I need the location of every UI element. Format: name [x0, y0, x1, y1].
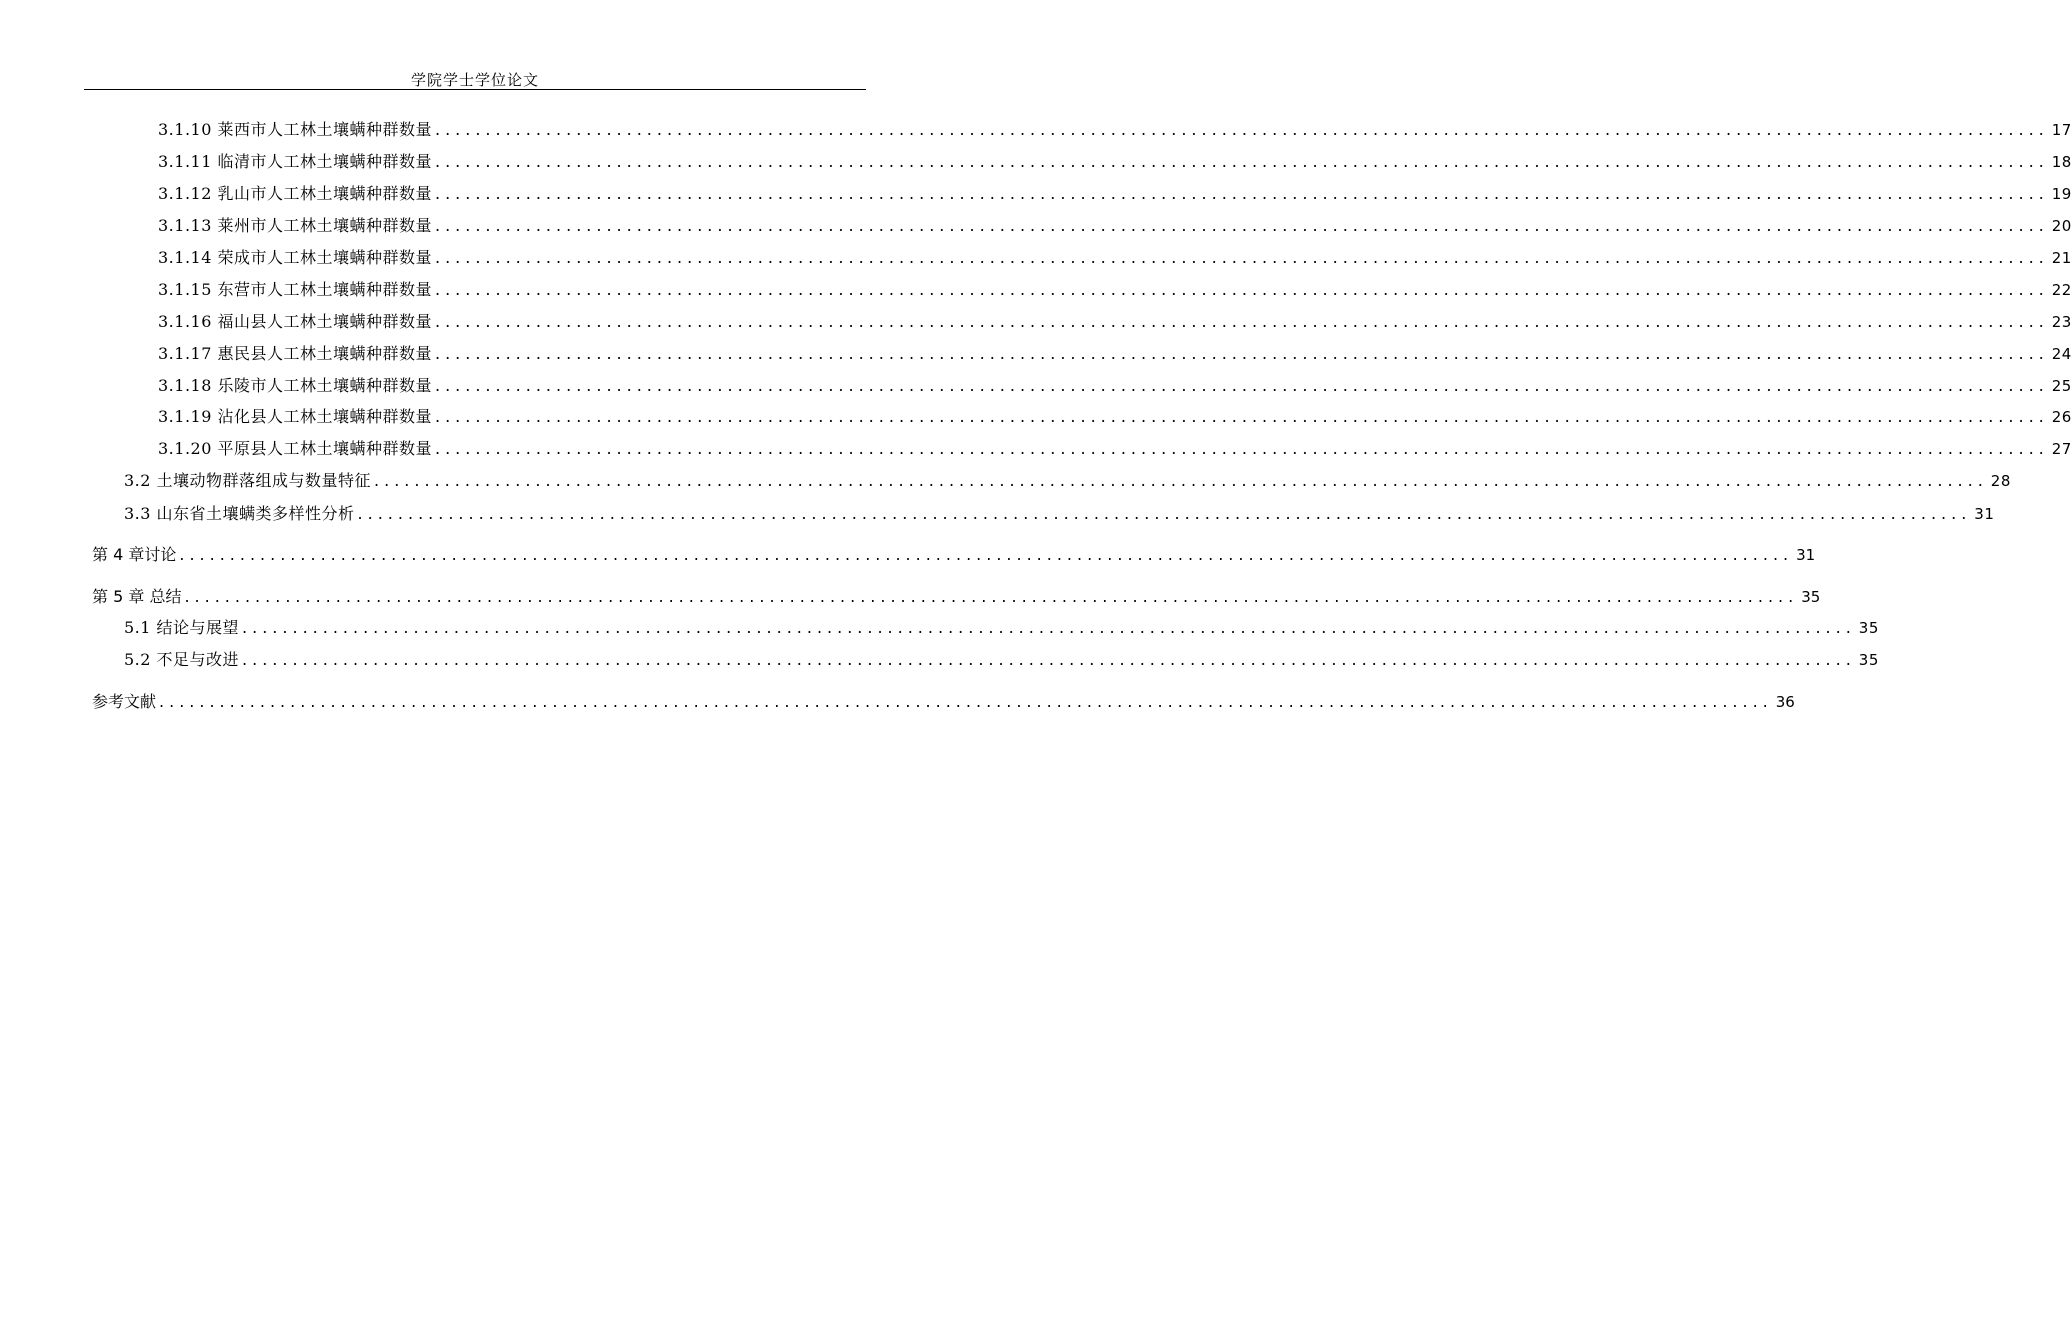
toc-page-number: 20: [2051, 217, 2072, 235]
toc-page-number: 21: [2051, 249, 2072, 267]
toc-page-number: 19: [2051, 185, 2072, 203]
toc-entry[interactable]: [124, 616, 1879, 640]
toc-entry[interactable]: [158, 437, 2072, 461]
toc-leader-dots: ................................................................................................................................................................: [374, 471, 1988, 490]
toc-leader-dots: ................................................................................................................................................................: [434, 184, 2049, 203]
toc-entry-title: 3.1.13 莱州市人工林土壤螨种群数量: [158, 216, 432, 235]
toc-page-number: 36: [1775, 693, 1795, 711]
toc-leader-dots: ................................................................................................................................................................: [357, 504, 1972, 523]
toc-page-number: 35: [1858, 619, 1879, 637]
page-header: 学院学士学位论文: [410, 71, 539, 89]
toc-entry-title: 3.1.16 福山县人工林土壤螨种群数量: [158, 312, 432, 331]
toc-entry-title: 3.1.19 沾化县人工林土壤螨种群数量: [158, 407, 432, 426]
toc-leader-dots: ................................................................................................................................................................: [434, 248, 2049, 267]
toc-entry[interactable]: [158, 342, 2072, 366]
toc-leader-dots: ................................................................................................................................................................: [434, 280, 2049, 299]
toc-leader-dots: ................................................................................................................................................................: [242, 618, 1856, 637]
toc-entry[interactable]: [158, 310, 2072, 334]
toc-entry-title: 5.2 不足与改进: [124, 650, 240, 669]
toc-entry[interactable]: [158, 150, 2072, 174]
toc-page-number: 18: [2051, 153, 2072, 171]
toc-page-number: 25: [2051, 377, 2072, 395]
toc-leader-dots: ................................................................................................................................................................: [159, 692, 1773, 711]
toc-entry[interactable]: [158, 214, 2072, 238]
toc-page-number: 31: [1796, 546, 1816, 564]
toc-entry[interactable]: [124, 648, 1879, 672]
toc-entry-title: 3.1.11 临清市人工林土壤螨种群数量: [158, 152, 432, 171]
toc-entry-title: 3.3 山东省土壤螨类多样性分析: [124, 504, 355, 523]
toc-entry[interactable]: [158, 278, 2072, 302]
toc-entry[interactable]: [124, 469, 2011, 493]
toc-entry-title: 3.1.18 乐陵市人工林土壤螨种群数量: [158, 376, 432, 395]
toc-entry-title: 3.1.15 东营市人工林土壤螨种群数量: [158, 280, 432, 299]
toc-page-number: 17: [2051, 121, 2072, 139]
toc-entry-title: 3.1.12 乳山市人工林土壤螨种群数量: [158, 184, 432, 203]
toc-entry-title: 参考文献: [92, 692, 157, 711]
toc-page-number: 28: [1990, 472, 2011, 490]
toc-leader-dots: ................................................................................................................................................................: [434, 312, 2049, 331]
toc-entry-title: 3.1.10 莱西市人工林土壤螨种群数量: [158, 120, 432, 139]
toc-leader-dots: ................................................................................................................................................................: [434, 407, 2049, 426]
toc-leader-dots: ................................................................................................................................................................: [434, 216, 2049, 235]
toc-entry[interactable]: [158, 246, 2072, 270]
toc-page-number: 27: [2051, 440, 2072, 458]
toc-entry[interactable]: [158, 405, 2072, 429]
toc-leader-dots: ................................................................................................................................................................: [434, 376, 2049, 395]
toc-page-number: 24: [2051, 345, 2072, 363]
toc-leader-dots: ................................................................................................................................................................: [184, 587, 1799, 606]
toc-entry[interactable]: [158, 118, 2072, 142]
toc-entry[interactable]: [158, 182, 2072, 206]
toc-entry-title: 第 5 章 总结: [92, 587, 182, 606]
toc-leader-dots: ................................................................................................................................................................: [242, 650, 1856, 669]
toc-page-number: 23: [2051, 313, 2072, 331]
toc-leader-dots: ................................................................................................................................................................: [179, 545, 1794, 564]
toc-entry-title: 第 4 章讨论: [92, 545, 177, 564]
toc-entry-title: 3.1.20 平原县人工林土壤螨种群数量: [158, 439, 432, 458]
toc-entry[interactable]: [92, 543, 1816, 567]
toc-entry-title: 3.1.14 荣成市人工林土壤螨种群数量: [158, 248, 432, 267]
toc-page-number: 22: [2051, 281, 2072, 299]
toc-entry[interactable]: [92, 690, 1795, 714]
toc-page-number: 26: [2051, 408, 2072, 426]
toc-entry[interactable]: [92, 585, 1821, 609]
toc-page-number: 35: [1801, 588, 1821, 606]
toc-leader-dots: ................................................................................................................................................................: [434, 152, 2049, 171]
toc-leader-dots: ................................................................................................................................................................: [434, 120, 2049, 139]
toc-entry[interactable]: [158, 374, 2072, 398]
toc-page-number: 31: [1974, 505, 1995, 523]
toc-leader-dots: ................................................................................................................................................................: [434, 439, 2049, 458]
toc-entry-title: 3.1.17 惠民县人工林土壤螨种群数量: [158, 344, 432, 363]
toc-entry-title: 3.2 土壤动物群落组成与数量特征: [124, 471, 372, 490]
toc-page-number: 35: [1858, 651, 1879, 669]
toc-entry-title: 5.1 结论与展望: [124, 618, 240, 637]
toc-entry[interactable]: [124, 502, 1995, 526]
toc-leader-dots: ................................................................................................................................................................: [434, 344, 2049, 363]
